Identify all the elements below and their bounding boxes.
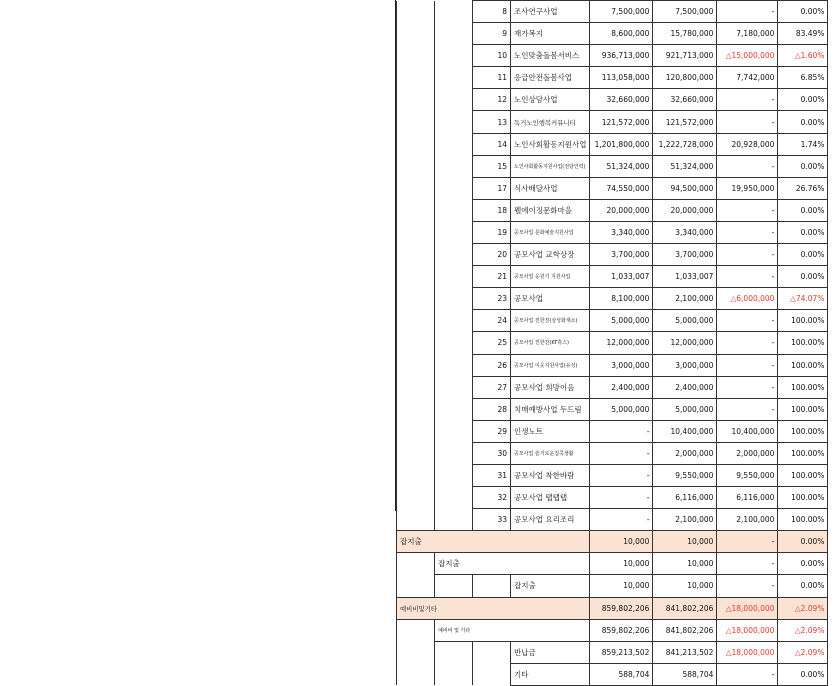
blank-cell (435, 420, 473, 442)
blank-cell (397, 1, 435, 23)
change-rate: 0.00% (778, 221, 828, 243)
blank-cell (435, 288, 473, 310)
blank-cell (397, 199, 435, 221)
difference-amount: - (717, 310, 778, 332)
change-rate: 1.74% (778, 133, 828, 155)
item-number: 18 (473, 199, 511, 221)
blank-cell (435, 398, 473, 420)
change-rate: 0.00% (778, 155, 828, 177)
change-rate: 100.00% (778, 398, 828, 420)
blank-cell (435, 266, 473, 288)
table-row (397, 398, 828, 420)
item-number: 29 (473, 420, 511, 442)
settled-amount: 94,500,000 (653, 177, 717, 199)
item-name: 공모사업 친한친(삼성화재소) (511, 310, 590, 332)
change-rate: 0.00% (778, 266, 828, 288)
blank-cell (473, 663, 511, 685)
blank-cell (435, 509, 473, 531)
budget-amount: 113,058,000 (590, 67, 653, 89)
item-number: 25 (473, 332, 511, 354)
item-name: 공모사업 (511, 288, 590, 310)
item-name: 공모사업 교학상장 (511, 244, 590, 266)
blank-cell (397, 487, 435, 509)
group-row-japjichul (397, 531, 828, 553)
item-name: 노인상담사업 (511, 89, 590, 111)
settled-amount: 5,000,000 (653, 398, 717, 420)
blank-cell (435, 177, 473, 199)
blank-cell (397, 288, 435, 310)
change-rate: 100.00% (778, 354, 828, 376)
item-number: 19 (473, 221, 511, 243)
change-rate: 0.00% (778, 663, 828, 685)
settled-amount: 921,713,000 (653, 45, 717, 67)
difference-amount: 7,180,000 (717, 23, 778, 45)
difference-amount: △18,000,000 (717, 619, 778, 641)
difference-amount: - (717, 199, 778, 221)
blank-cell (435, 89, 473, 111)
difference-amount: - (717, 663, 778, 685)
difference-amount: △15,000,000 (717, 45, 778, 67)
blank-cell (397, 376, 435, 398)
change-rate: 0.00% (778, 531, 828, 553)
budget-amount: 859,802,206 (590, 597, 653, 619)
settled-amount: 120,800,000 (653, 67, 717, 89)
table-row (397, 487, 828, 509)
table-row (397, 310, 828, 332)
item-name: 공모사업 요리조리 (511, 509, 590, 531)
blank-cell (435, 244, 473, 266)
budget-table-body (397, 1, 828, 686)
change-rate: △2.09% (778, 597, 828, 619)
blank-cell (397, 619, 435, 641)
blank-cell (397, 221, 435, 243)
item-number: 21 (473, 266, 511, 288)
item-name: 공모사업 문화예술지원사업 (511, 221, 590, 243)
settled-amount: 3,340,000 (653, 221, 717, 243)
blank-cell (397, 575, 435, 597)
item-number: 27 (473, 376, 511, 398)
blank-cell (397, 332, 435, 354)
item-name: 재가복지 (511, 23, 590, 45)
item-name: 조사연구사업 (511, 1, 590, 23)
blank-cell (435, 464, 473, 486)
difference-amount: - (717, 244, 778, 266)
table-row (397, 509, 828, 531)
budget-amount: 3,700,000 (590, 244, 653, 266)
item-name: 웰에이징문화마을 (511, 199, 590, 221)
item-name: 공모사업 슬기로운집콕생활 (511, 442, 590, 464)
table-row (397, 244, 828, 266)
subgroup-row-japjichul (397, 553, 828, 575)
budget-amount: 10,000 (590, 531, 653, 553)
difference-amount: - (717, 354, 778, 376)
blank-cell (435, 376, 473, 398)
settled-amount: 3,000,000 (653, 354, 717, 376)
table-row (397, 442, 828, 464)
difference-amount: 2,000,000 (717, 442, 778, 464)
change-rate: 83.49% (778, 23, 828, 45)
item-number: 31 (473, 464, 511, 486)
subgroup-row-reserve (397, 619, 828, 641)
blank-cell (435, 663, 473, 685)
difference-amount: - (717, 111, 778, 133)
change-rate: 0.00% (778, 89, 828, 111)
item-name: 반납금 (511, 641, 590, 663)
difference-amount: - (717, 553, 778, 575)
budget-amount: 1,033,007 (590, 266, 653, 288)
item-name: 노인사회활동지원사업 (511, 133, 590, 155)
item-name: 인생노트 (511, 420, 590, 442)
item-number: 32 (473, 487, 511, 509)
difference-amount: 7,742,000 (717, 67, 778, 89)
difference-amount: - (717, 221, 778, 243)
difference-amount: - (717, 376, 778, 398)
blank-cell (435, 45, 473, 67)
budget-amount: 8,100,000 (590, 288, 653, 310)
settled-amount: 51,324,000 (653, 155, 717, 177)
settled-amount: 20,000,000 (653, 199, 717, 221)
difference-amount: 20,928,000 (717, 133, 778, 155)
item-number: 9 (473, 23, 511, 45)
table-row (397, 332, 828, 354)
change-rate: 6.85% (778, 67, 828, 89)
blank-cell (435, 111, 473, 133)
settled-amount: 15,780,000 (653, 23, 717, 45)
change-rate: △74.07% (778, 288, 828, 310)
blank-cell (435, 67, 473, 89)
change-rate: 100.00% (778, 509, 828, 531)
settled-amount: 2,100,000 (653, 509, 717, 531)
budget-amount: 859,802,206 (590, 619, 653, 641)
blank-cell (397, 663, 435, 685)
table-row (397, 133, 828, 155)
table-row (397, 67, 828, 89)
item-name: 식사배달사업 (511, 177, 590, 199)
difference-amount: - (717, 1, 778, 23)
item-name: 공모사업 친한친(KT휴스) (511, 332, 590, 354)
item-number: 30 (473, 442, 511, 464)
blank-cell (397, 155, 435, 177)
settled-amount: 1,033,007 (653, 266, 717, 288)
item-name: 공모사업 응원기 지원사업 (511, 266, 590, 288)
budget-amount: - (590, 464, 653, 486)
blank-cell (397, 45, 435, 67)
table-row (397, 89, 828, 111)
blank-cell (397, 266, 435, 288)
blank-cell (397, 420, 435, 442)
item-name: 공모사업 착한바람 (511, 464, 590, 486)
item-number: 14 (473, 133, 511, 155)
blank-cell (435, 133, 473, 155)
budget-amount: 3,340,000 (590, 221, 653, 243)
budget-amount: 2,400,000 (590, 376, 653, 398)
budget-amount: - (590, 420, 653, 442)
change-rate: 0.00% (778, 1, 828, 23)
item-number: 26 (473, 354, 511, 376)
budget-amount: 588,704 (590, 663, 653, 685)
table-row (397, 266, 828, 288)
settled-amount: 841,802,206 (653, 597, 717, 619)
table-row (397, 177, 828, 199)
table-row (397, 376, 828, 398)
group-row-reserve (397, 597, 828, 619)
item-name: 독거노인행복커뮤니티 (511, 111, 590, 133)
table-row (397, 288, 828, 310)
item-number: 24 (473, 310, 511, 332)
blank-cell (435, 1, 473, 23)
subgroup-label: 잡지출 (435, 553, 590, 575)
table-row (397, 111, 828, 133)
change-rate: 0.00% (778, 553, 828, 575)
blank-cell (435, 155, 473, 177)
change-rate: 100.00% (778, 420, 828, 442)
item-name: 공모사업 희망이음 (511, 376, 590, 398)
change-rate: 0.00% (778, 244, 828, 266)
blank-cell (435, 199, 473, 221)
budget-amount: 32,660,000 (590, 89, 653, 111)
blank-cell (435, 487, 473, 509)
blank-cell (473, 641, 511, 663)
settled-amount: 3,700,000 (653, 244, 717, 266)
blank-cell (397, 354, 435, 376)
blank-cell (397, 67, 435, 89)
settled-amount: 841,802,206 (653, 619, 717, 641)
blank-cell (473, 575, 511, 597)
settled-amount: 7,500,000 (653, 1, 717, 23)
budget-amount: 7,500,000 (590, 1, 653, 23)
settled-amount: 588,704 (653, 663, 717, 685)
table-row (397, 23, 828, 45)
settled-amount: 32,660,000 (653, 89, 717, 111)
budget-amount: 3,000,000 (590, 354, 653, 376)
settled-amount: 2,100,000 (653, 288, 717, 310)
item-row-reserve (397, 641, 828, 663)
table-row (397, 464, 828, 486)
item-name: 공모사업 탭탭탭 (511, 487, 590, 509)
table-row (397, 354, 828, 376)
item-number: 13 (473, 111, 511, 133)
budget-amount: 5,000,000 (590, 398, 653, 420)
budget-amount: - (590, 442, 653, 464)
budget-amount: 859,213,502 (590, 641, 653, 663)
blank-cell (397, 133, 435, 155)
item-name: 공모사업 이웃지원사업(유성) (511, 354, 590, 376)
item-number: 28 (473, 398, 511, 420)
blank-cell (435, 23, 473, 45)
item-number: 23 (473, 288, 511, 310)
blank-cell (397, 553, 435, 575)
change-rate: 0.00% (778, 199, 828, 221)
blank-cell (435, 310, 473, 332)
item-name: 노인맞춤돌봄서비스 (511, 45, 590, 67)
change-rate: 0.00% (778, 575, 828, 597)
settled-amount: 9,550,000 (653, 464, 717, 486)
change-rate: 100.00% (778, 487, 828, 509)
table-row (397, 1, 828, 23)
blank-cell (435, 354, 473, 376)
change-rate: △1.60% (778, 45, 828, 67)
blank-cell (435, 442, 473, 464)
item-number: 11 (473, 67, 511, 89)
settled-amount: 6,116,000 (653, 487, 717, 509)
budget-amount: 1,201,800,000 (590, 133, 653, 155)
settled-amount: 841,213,502 (653, 641, 717, 663)
change-rate: 100.00% (778, 332, 828, 354)
budget-amount: 936,713,000 (590, 45, 653, 67)
blank-cell (397, 23, 435, 45)
blank-cell (435, 641, 473, 663)
group-label: 잡지출 (397, 531, 590, 553)
blank-cell (397, 442, 435, 464)
blank-cell (397, 89, 435, 111)
item-number: 12 (473, 89, 511, 111)
blank-cell (397, 177, 435, 199)
budget-amount: - (590, 487, 653, 509)
change-rate: △2.09% (778, 619, 828, 641)
item-name: 치매예방사업 두드림 (511, 398, 590, 420)
change-rate: 100.00% (778, 464, 828, 486)
difference-amount: - (717, 575, 778, 597)
item-number: 17 (473, 177, 511, 199)
difference-amount: △18,000,000 (717, 641, 778, 663)
budget-amount: 10,000 (590, 575, 653, 597)
item-number: 33 (473, 509, 511, 531)
change-rate: 26.76% (778, 177, 828, 199)
blank-cell (397, 509, 435, 531)
difference-amount: - (717, 531, 778, 553)
blank-cell (435, 575, 473, 597)
budget-amount: 51,324,000 (590, 155, 653, 177)
settled-amount: 12,000,000 (653, 332, 717, 354)
blank-cell (397, 464, 435, 486)
item-number: 15 (473, 155, 511, 177)
blank-cell (397, 641, 435, 663)
budget-table (396, 0, 828, 686)
item-row-reserve (397, 663, 828, 685)
table-row (397, 45, 828, 67)
budget-amount: 12,000,000 (590, 332, 653, 354)
table-row (397, 221, 828, 243)
settled-amount: 2,400,000 (653, 376, 717, 398)
settled-amount: 1,222,728,000 (653, 133, 717, 155)
table-row (397, 199, 828, 221)
settled-amount: 5,000,000 (653, 310, 717, 332)
table-row (397, 155, 828, 177)
budget-amount: 121,572,000 (590, 111, 653, 133)
table-row (397, 420, 828, 442)
budget-amount: 8,600,000 (590, 23, 653, 45)
settled-amount: 121,572,000 (653, 111, 717, 133)
settled-amount: 10,000 (653, 531, 717, 553)
settled-amount: 10,000 (653, 575, 717, 597)
change-rate: 100.00% (778, 442, 828, 464)
budget-amount: - (590, 509, 653, 531)
difference-amount: - (717, 266, 778, 288)
blank-cell (397, 398, 435, 420)
budget-amount: 10,000 (590, 553, 653, 575)
item-name: 노인사회활동지원사업(전담인력) (511, 155, 590, 177)
difference-amount: 10,400,000 (717, 420, 778, 442)
difference-amount: 6,116,000 (717, 487, 778, 509)
difference-amount: 2,100,000 (717, 509, 778, 531)
blank-cell (435, 221, 473, 243)
difference-amount: - (717, 332, 778, 354)
change-rate: 100.00% (778, 376, 828, 398)
blank-cell (397, 310, 435, 332)
settled-amount: 2,000,000 (653, 442, 717, 464)
difference-amount: 19,950,000 (717, 177, 778, 199)
settled-amount: 10,400,000 (653, 420, 717, 442)
difference-amount: - (717, 398, 778, 420)
item-name: 잡지출 (511, 575, 590, 597)
difference-amount: △6,000,000 (717, 288, 778, 310)
change-rate: 0.00% (778, 111, 828, 133)
item-number: 8 (473, 1, 511, 23)
blank-cell (435, 332, 473, 354)
change-rate: 100.00% (778, 310, 828, 332)
budget-amount: 74,550,000 (590, 177, 653, 199)
group-label: 예비비및기타 (397, 597, 590, 619)
item-number: 10 (473, 45, 511, 67)
difference-amount: - (717, 155, 778, 177)
blank-cell (397, 111, 435, 133)
subgroup-label: 예비비 및 기타 (435, 619, 590, 641)
budget-amount: 5,000,000 (590, 310, 653, 332)
blank-cell (397, 244, 435, 266)
difference-amount: △18,000,000 (717, 597, 778, 619)
budget-amount: 20,000,000 (590, 199, 653, 221)
item-row-japjichul (397, 575, 828, 597)
difference-amount: - (717, 89, 778, 111)
difference-amount: 9,550,000 (717, 464, 778, 486)
item-name: 기타 (511, 663, 590, 685)
item-name: 응급안전돌봄사업 (511, 67, 590, 89)
change-rate: △2.09% (778, 641, 828, 663)
settled-amount: 10,000 (653, 553, 717, 575)
item-number: 20 (473, 244, 511, 266)
